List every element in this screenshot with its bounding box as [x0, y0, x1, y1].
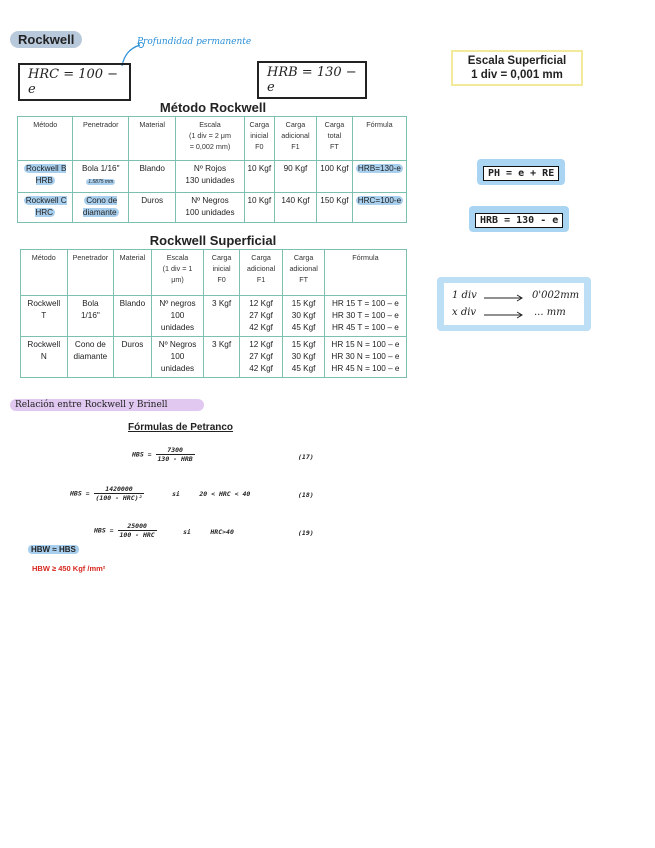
page-title: Rockwell — [10, 31, 82, 48]
div2-right: ... mm — [534, 307, 566, 318]
f18-frac — [94, 485, 145, 502]
header-cell: Método — [21, 250, 68, 296]
f19-frac — [118, 522, 157, 539]
formula-19 — [94, 522, 157, 539]
table-row — [18, 161, 407, 193]
note-ph-box — [477, 159, 565, 185]
hbw-limit: HBW ≥ 450 Kgf /mm² — [32, 564, 106, 573]
f17-den: 130 - HRB — [157, 455, 193, 463]
cell-f0: 10 Kgf — [244, 193, 274, 223]
cell-penetrador: Bola 1/16" — [67, 296, 114, 337]
f18-den: (100 - HRC)² — [95, 494, 143, 502]
header-cell: Carga inicial F0 — [244, 117, 274, 161]
header-cell: Carga adicional F1 — [274, 117, 316, 161]
note-hrb: HRB = 130 - e — [475, 213, 563, 228]
pen-note: 1.5875 mm — [88, 179, 114, 185]
header-cell: Carga total FT — [317, 117, 353, 161]
f17-tag: (17) — [298, 453, 314, 461]
cell-f0: 3 Kgf — [204, 296, 239, 337]
f19-num: 25000 — [118, 522, 157, 531]
f17-lhs: HBS = — [132, 450, 152, 459]
cell-penetrador-text: Bola 1/16" — [81, 164, 120, 173]
header-cell: Escala (1 div = 2 μm = 0,002 mm) — [176, 117, 244, 161]
formula-hrb-box: HRB = 130 − e — [257, 61, 367, 99]
f17-frac — [156, 446, 195, 463]
escala-line2: 1 div = 0,001 mm — [471, 69, 563, 81]
cell-f0: 3 Kgf — [204, 337, 239, 378]
f18-cond: si 20 < HRC < 40 — [172, 490, 251, 498]
cell-metodo-text: Rockwell B HRB — [25, 164, 67, 185]
cell-penetrador-text: Cono de diamante — [82, 196, 118, 217]
note-div-box — [437, 277, 591, 331]
header-cell: Escala (1 div = 1 μm) — [151, 250, 204, 296]
cell-metodo: Rockwell N — [21, 337, 68, 378]
div2-left: x div — [452, 307, 477, 318]
cell-ft: 150 Kgf — [317, 193, 353, 223]
header-cell: Penetrador — [73, 117, 129, 161]
cell-material: Duros — [114, 337, 151, 378]
cell-escala: Nº Rojos 130 unidades — [176, 161, 244, 193]
note-profundidad: Profundidad permanente — [137, 37, 252, 47]
arrow-right-icon — [484, 311, 526, 319]
cell-ft: 15 Kgf 30 Kgf 45 Kgf — [283, 296, 325, 337]
cell-f0: 10 Kgf — [244, 161, 274, 193]
cell-formula-text: HRC=100-e — [357, 196, 402, 205]
relacion-title: Relación entre Rockwell y Brinell — [10, 399, 204, 411]
arrow-right-icon — [484, 294, 526, 302]
cell-penetrador — [73, 193, 129, 223]
f19-cond: si HRC>40 — [183, 528, 234, 536]
table-row — [21, 296, 407, 337]
header-cell: Material — [129, 117, 176, 161]
cell-material: Blando — [129, 161, 176, 193]
formula-18 — [70, 485, 144, 502]
table-row — [21, 337, 407, 378]
header-cell: Fórmula — [324, 250, 406, 296]
note-ph: PH = e + RE — [483, 166, 559, 181]
cell-escala: Nº negros 100 unidades — [151, 296, 204, 337]
superficial-title: Rockwell Superficial — [149, 233, 277, 248]
div1-right: 0'002mm — [532, 290, 580, 301]
metodo-rockwell-title: Método Rockwell — [159, 100, 267, 115]
petranco-title: Fórmulas de Petranco — [128, 422, 234, 433]
cell-f1: 12 Kgf 27 Kgf 42 Kgf — [239, 337, 283, 378]
f18-lhs: HBS = — [70, 489, 90, 498]
cell-metodo: Rockwell T — [21, 296, 68, 337]
cell-penetrador: Cono de diamante — [67, 337, 114, 378]
table-row — [18, 193, 407, 223]
cell-metodo — [18, 161, 73, 193]
note-div-inner — [444, 283, 584, 325]
cell-penetrador — [73, 161, 129, 193]
header-cell: Carga adicional F1 — [239, 250, 283, 296]
cell-escala: Nº Negros 100 unidades — [176, 193, 244, 223]
hbw-note: HBW ≈ HBS — [28, 545, 79, 554]
table-header-row — [18, 117, 407, 161]
cell-formula-text: HRB=130-e — [357, 164, 401, 173]
cell-f1: 90 Kgf — [274, 161, 316, 193]
header-cell: Método — [18, 117, 73, 161]
f19-lhs: HBS = — [94, 526, 114, 535]
div1-left: 1 div — [452, 290, 477, 301]
escala-superficial-box — [451, 50, 583, 86]
cell-metodo-text: Rockwell C HRC — [25, 196, 67, 217]
cell-formula — [352, 161, 406, 193]
f19-tag: (19) — [298, 529, 314, 537]
header-cell: Carga inicial F0 — [204, 250, 239, 296]
header-cell: Carga adicional FT — [283, 250, 325, 296]
cell-ft: 100 Kgf — [317, 161, 353, 193]
f19-den: 100 - HRC — [119, 531, 155, 539]
header-cell: Penetrador — [67, 250, 114, 296]
metodo-rockwell-table — [17, 116, 407, 223]
header-cell: Fórmula — [352, 117, 406, 161]
cell-formula: HR 15 T = 100 – e HR 30 T = 100 – e HR 45 T = 100 – e — [324, 296, 406, 337]
f18-tag: (18) — [298, 491, 314, 499]
cell-material: Blando — [114, 296, 151, 337]
formula-hrc-box: HRC = 100 − e — [18, 63, 131, 101]
f18-num: 1420000 — [94, 485, 145, 494]
header-cell: Material — [114, 250, 151, 296]
cell-f1: 12 Kgf 27 Kgf 42 Kgf — [239, 296, 283, 337]
cell-f1: 140 Kgf — [274, 193, 316, 223]
cell-formula — [352, 193, 406, 223]
cell-ft: 15 Kgf 30 Kgf 45 Kgf — [283, 337, 325, 378]
formula-17 — [132, 446, 195, 463]
escala-line1: Escala Superficial — [467, 55, 567, 67]
note-hrb-box — [469, 206, 569, 232]
cell-formula: HR 15 N = 100 – e HR 30 N = 100 – e HR 45 N = 100 – e — [324, 337, 406, 378]
cell-material: Duros — [129, 193, 176, 223]
table-header-row — [21, 250, 407, 296]
cell-metodo — [18, 193, 73, 223]
f17-num: 7300 — [156, 446, 195, 455]
superficial-table — [20, 249, 407, 378]
cell-escala: Nº Negros 100 unidades — [151, 337, 204, 378]
